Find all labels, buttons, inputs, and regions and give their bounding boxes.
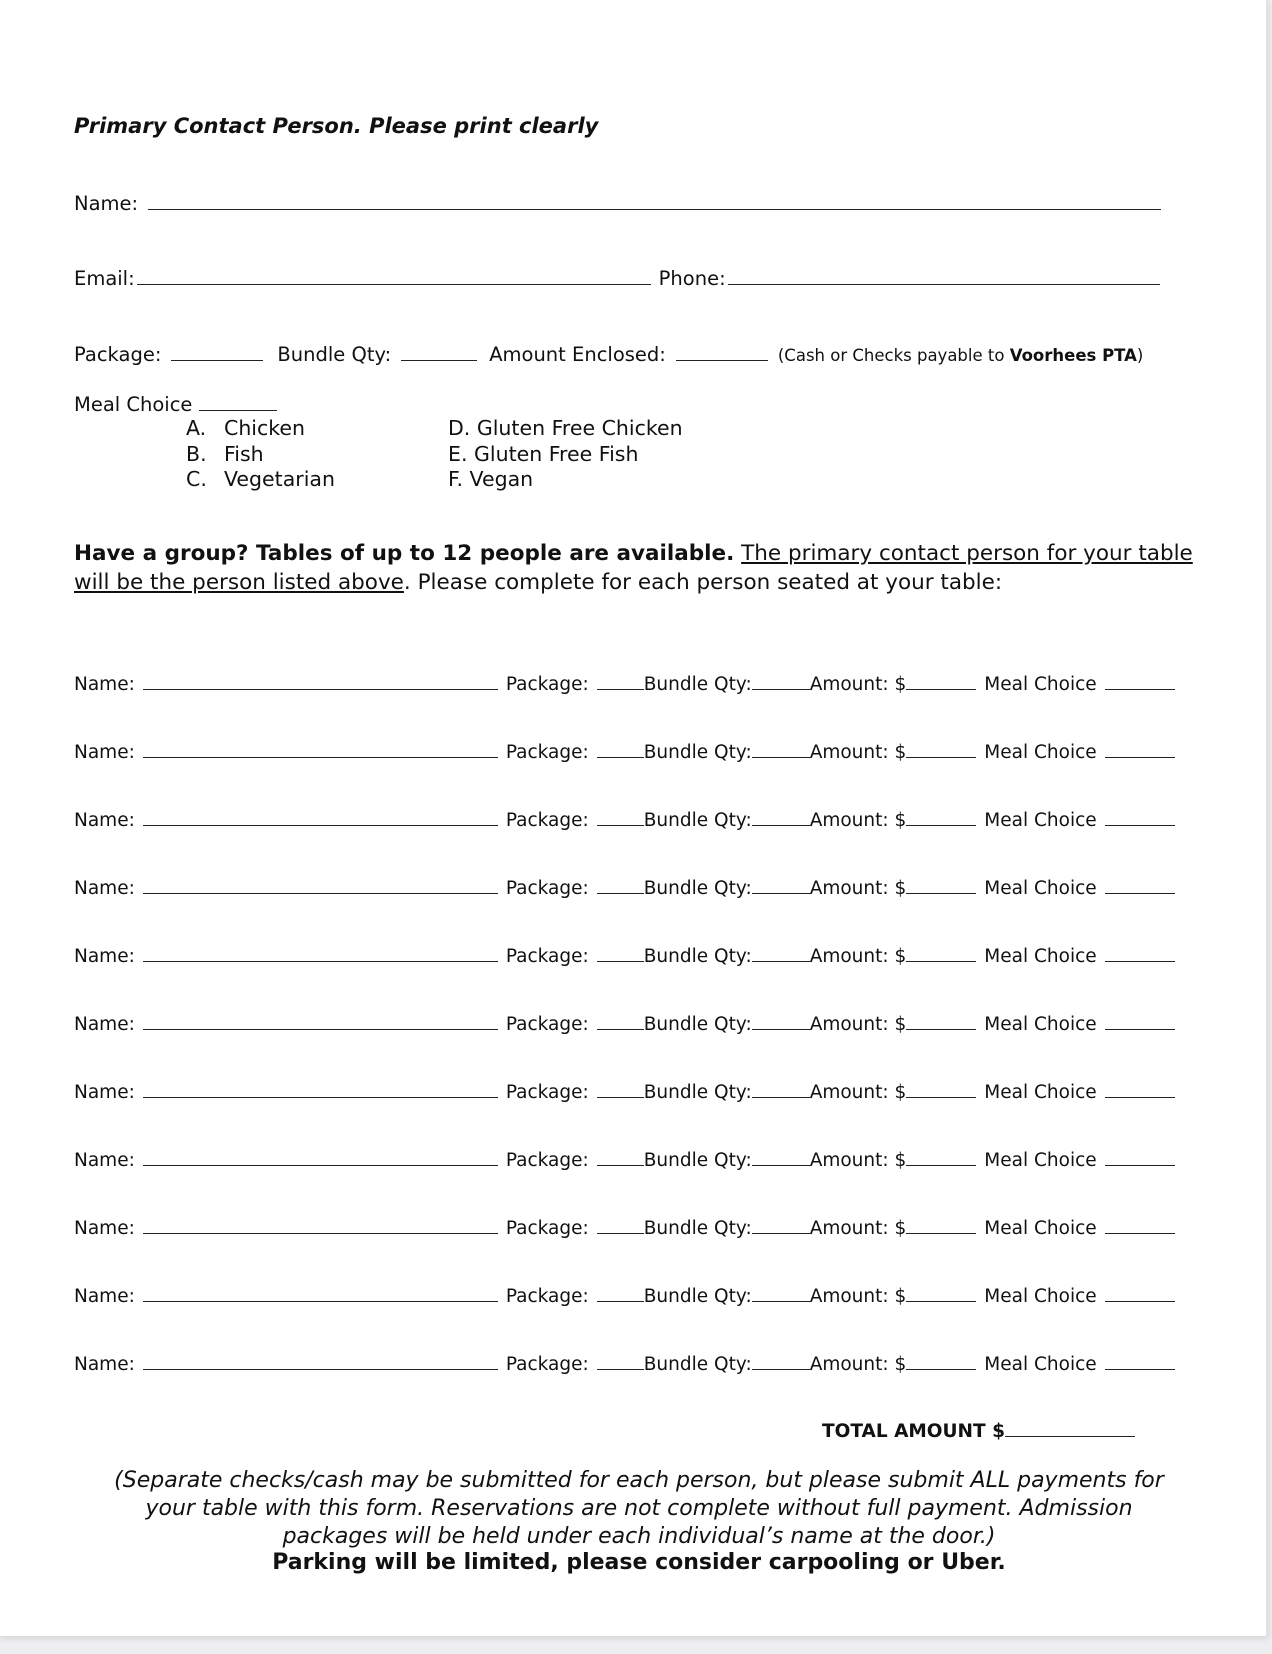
guest-name-label: Name: [74, 742, 135, 763]
meal-option-letter: C. [186, 467, 207, 491]
guest-amount-label: Amount: $ [809, 1286, 907, 1307]
guest-amount-label: Amount: $ [809, 674, 907, 695]
guest-amount-field[interactable] [906, 892, 976, 894]
guest-meal-choice-label: Meal Choice [984, 878, 1097, 899]
guest-name-field[interactable] [143, 688, 498, 690]
footer-notes [74, 1467, 1204, 1577]
primary-email-field[interactable] [137, 283, 651, 285]
guest-amount-field[interactable] [906, 1096, 976, 1098]
meal-option-label: Gluten Free Chicken [476, 416, 683, 440]
guest-name-label: Name: [74, 810, 135, 831]
meal-option-e [448, 442, 683, 468]
guest-name-field[interactable] [143, 1232, 498, 1234]
guest-bundle-qty-field[interactable] [752, 824, 810, 826]
guest-amount-label: Amount: $ [809, 878, 907, 899]
guest-meal-choice-label: Meal Choice [984, 1150, 1097, 1171]
guest-bundle-qty-field[interactable] [752, 756, 810, 758]
guest-meal-choice-field[interactable] [1105, 1232, 1175, 1234]
primary-bundle-qty-label: Bundle Qty: [277, 343, 392, 366]
guest-package-field[interactable] [597, 892, 644, 894]
guest-name-field[interactable] [143, 960, 498, 962]
guest-meal-choice-field[interactable] [1105, 1164, 1175, 1166]
guest-package-label: Package: [505, 1354, 589, 1375]
primary-meal-choice-field[interactable] [199, 409, 277, 411]
guest-meal-choice-field[interactable] [1105, 1368, 1175, 1370]
guest-meal-choice-label: Meal Choice [984, 1082, 1097, 1103]
guest-bundle-qty-field[interactable] [752, 1300, 810, 1302]
guest-meal-choice-field[interactable] [1105, 892, 1175, 894]
meal-option-label: Vegetarian [224, 467, 335, 491]
guest-package-label: Package: [505, 878, 589, 899]
total-amount-row [822, 1421, 1135, 1442]
guest-amount-field[interactable] [906, 1164, 976, 1166]
payment-note-line-1: (Separate checks/cash may be submitted for each person, but please submit ALL payments for [114, 1468, 1164, 1493]
primary-package-row [74, 343, 1143, 366]
guest-meal-choice-label: Meal Choice [984, 1014, 1097, 1035]
guest-package-field[interactable] [597, 1164, 644, 1166]
payment-note-suffix: ) [1136, 346, 1144, 365]
guest-package-label: Package: [505, 742, 589, 763]
guest-bundle-qty-field[interactable] [752, 960, 810, 962]
meal-option-label: Gluten Free Fish [474, 441, 639, 466]
guest-amount-field[interactable] [906, 756, 976, 758]
guest-name-field[interactable] [143, 756, 498, 758]
guest-package-field[interactable] [597, 960, 644, 962]
guest-package-field[interactable] [597, 1096, 644, 1098]
guest-row [74, 1286, 1175, 1307]
guest-amount-label: Amount: $ [809, 1218, 907, 1239]
primary-package-label: Package: [74, 343, 162, 366]
guest-row [74, 946, 1175, 967]
guest-package-label: Package: [505, 1286, 589, 1307]
guest-name-field[interactable] [143, 1300, 498, 1302]
payment-note-line-3: packages will be held under each individual’s name at the door.) [282, 1524, 996, 1549]
group-trailing-text: . Please complete for each person seated at your table: [403, 569, 1003, 595]
guest-amount-label: Amount: $ [809, 946, 907, 967]
primary-phone-field[interactable] [728, 283, 1160, 285]
guest-amount-field[interactable] [906, 1028, 976, 1030]
guest-name-field[interactable] [143, 1096, 498, 1098]
guest-amount-field[interactable] [906, 824, 976, 826]
guest-amount-field[interactable] [906, 1368, 976, 1370]
meal-option-b [186, 442, 335, 468]
payment-note-payee: Voorhees PTA [1009, 346, 1137, 365]
meal-options-right [448, 416, 683, 493]
guest-package-field[interactable] [597, 1368, 644, 1370]
guest-name-label: Name: [74, 1354, 135, 1375]
guest-amount-label: Amount: $ [809, 742, 907, 763]
guest-package-label: Package: [505, 946, 589, 967]
guest-meal-choice-field[interactable] [1105, 960, 1175, 962]
parking-note: Parking will be limited, please consider carpooling or Uber. [272, 1550, 1006, 1575]
guest-package-field[interactable] [597, 688, 644, 690]
guest-name-label: Name: [74, 1082, 135, 1103]
guest-package-field[interactable] [597, 756, 644, 758]
guest-package-label: Package: [505, 1150, 589, 1171]
guest-meal-choice-field[interactable] [1105, 824, 1175, 826]
guest-amount-field[interactable] [906, 688, 976, 690]
primary-email-label: Email: [74, 267, 135, 290]
total-amount-label: TOTAL AMOUNT $ [822, 1421, 1005, 1442]
guest-amount-field[interactable] [906, 960, 976, 962]
guest-package-label: Package: [505, 810, 589, 831]
guest-row [74, 1218, 1175, 1239]
meal-option-letter: F. [448, 467, 464, 491]
guest-bundle-qty-field[interactable] [752, 1164, 810, 1166]
guest-name-label: Name: [74, 1286, 135, 1307]
guest-name-label: Name: [74, 1218, 135, 1239]
guest-amount-label: Amount: $ [809, 1082, 907, 1103]
primary-email-phone-row [74, 267, 1160, 290]
guest-package-label: Package: [505, 1218, 589, 1239]
guest-name-field[interactable] [143, 1164, 498, 1166]
guest-bundle-qty-label: Bundle Qty: [643, 1082, 752, 1103]
guest-bundle-qty-label: Bundle Qty: [643, 1286, 752, 1307]
guest-amount-field[interactable] [906, 1300, 976, 1302]
guest-meal-choice-field[interactable] [1105, 1096, 1175, 1098]
primary-name-field[interactable] [148, 208, 1161, 210]
guest-package-field[interactable] [597, 1232, 644, 1234]
primary-phone-label: Phone: [658, 267, 726, 290]
guest-package-label: Package: [505, 674, 589, 695]
guest-row [74, 742, 1175, 763]
guest-row [74, 1354, 1175, 1375]
guest-name-label: Name: [74, 1150, 135, 1171]
guest-package-field[interactable] [597, 824, 644, 826]
guest-meal-choice-field[interactable] [1105, 1300, 1175, 1302]
guest-name-field[interactable] [143, 1028, 498, 1030]
guest-meal-choice-field[interactable] [1105, 1028, 1175, 1030]
guest-bundle-qty-label: Bundle Qty: [643, 1014, 752, 1035]
group-instructions [74, 540, 1204, 597]
guest-bundle-qty-label: Bundle Qty: [643, 1218, 752, 1239]
guest-bundle-qty-label: Bundle Qty: [643, 674, 752, 695]
guest-package-field[interactable] [597, 1300, 644, 1302]
guest-meal-choice-label: Meal Choice [984, 742, 1097, 763]
meal-option-letter: A. [186, 416, 207, 440]
guest-package-field[interactable] [597, 1028, 644, 1030]
primary-bundle-qty-field[interactable] [401, 359, 477, 361]
guest-row [74, 1082, 1175, 1103]
guest-name-label: Name: [74, 674, 135, 695]
guest-row [74, 1150, 1175, 1171]
guest-bundle-qty-field[interactable] [752, 688, 810, 690]
guest-bundle-qty-label: Bundle Qty: [643, 946, 752, 967]
guest-bundle-qty-field[interactable] [752, 1096, 810, 1098]
meal-option-a [186, 416, 335, 442]
guest-bundle-qty-label: Bundle Qty: [643, 810, 752, 831]
guest-row [74, 674, 1175, 695]
guest-bundle-qty-label: Bundle Qty: [643, 1150, 752, 1171]
meal-option-letter: D. [448, 416, 471, 440]
guest-meal-choice-label: Meal Choice [984, 674, 1097, 695]
guest-row [74, 810, 1175, 831]
guest-amount-field[interactable] [906, 1232, 976, 1234]
guest-package-label: Package: [505, 1082, 589, 1103]
guest-name-label: Name: [74, 878, 135, 899]
primary-amount-enclosed-label: Amount Enclosed: [489, 343, 666, 366]
guest-name-field[interactable] [143, 892, 498, 894]
primary-meal-choice-row [74, 393, 277, 416]
meal-option-d [448, 416, 683, 442]
meal-option-c [186, 467, 335, 493]
guest-row [74, 1014, 1175, 1035]
meal-option-letter: E. [448, 441, 468, 466]
guest-amount-label: Amount: $ [809, 810, 907, 831]
guest-amount-label: Amount: $ [809, 1014, 907, 1035]
primary-name-row [74, 192, 1161, 215]
guest-package-label: Package: [505, 1014, 589, 1035]
primary-package-field[interactable] [171, 359, 263, 361]
payment-note [778, 346, 1143, 365]
primary-contact-heading: Primary Contact Person. Please print clearly [74, 114, 599, 138]
payment-note-prefix: (Cash or Checks payable to [777, 346, 1010, 365]
guest-bundle-qty-label: Bundle Qty: [643, 878, 752, 899]
total-amount-field[interactable] [1005, 1435, 1135, 1437]
guest-amount-label: Amount: $ [809, 1150, 907, 1171]
guest-name-label: Name: [74, 946, 135, 967]
guest-bundle-qty-label: Bundle Qty: [643, 1354, 752, 1375]
group-bold-text: Have a group? Tables of up to 12 people are available. [74, 541, 735, 566]
meal-option-letter: B. [186, 441, 207, 466]
guest-name-field[interactable] [143, 824, 498, 826]
meal-option-label: Vegan [469, 467, 534, 491]
primary-name-label: Name: [74, 192, 139, 215]
meal-options-left [186, 416, 335, 493]
guest-row [74, 878, 1175, 899]
guest-meal-choice-field[interactable] [1105, 756, 1175, 758]
group-underlined-text: The primary contact person for your table will be the person listed above [74, 541, 1193, 595]
guest-bundle-qty-field[interactable] [752, 1028, 810, 1030]
guest-bundle-qty-field[interactable] [752, 1368, 810, 1370]
guest-meal-choice-label: Meal Choice [984, 1286, 1097, 1307]
meal-option-label: Chicken [224, 416, 306, 440]
payment-note-line-2: your table with this form. Reservations are not complete without full payment. Admission [145, 1496, 1133, 1521]
guest-meal-choice-field[interactable] [1105, 688, 1175, 690]
guest-meal-choice-label: Meal Choice [984, 1218, 1097, 1239]
meal-option-label: Fish [224, 441, 264, 466]
guest-amount-label: Amount: $ [809, 1354, 907, 1375]
guest-meal-choice-label: Meal Choice [984, 946, 1097, 967]
primary-meal-choice-label: Meal Choice [74, 393, 193, 416]
guest-meal-choice-label: Meal Choice [984, 810, 1097, 831]
meal-option-f [448, 467, 683, 493]
guest-bundle-qty-label: Bundle Qty: [643, 742, 752, 763]
guest-meal-choice-label: Meal Choice [984, 1354, 1097, 1375]
guest-bundle-qty-field[interactable] [752, 1232, 810, 1234]
primary-amount-enclosed-field[interactable] [676, 359, 768, 361]
guest-name-field[interactable] [143, 1368, 498, 1370]
guest-name-label: Name: [74, 1014, 135, 1035]
guest-bundle-qty-field[interactable] [752, 892, 810, 894]
